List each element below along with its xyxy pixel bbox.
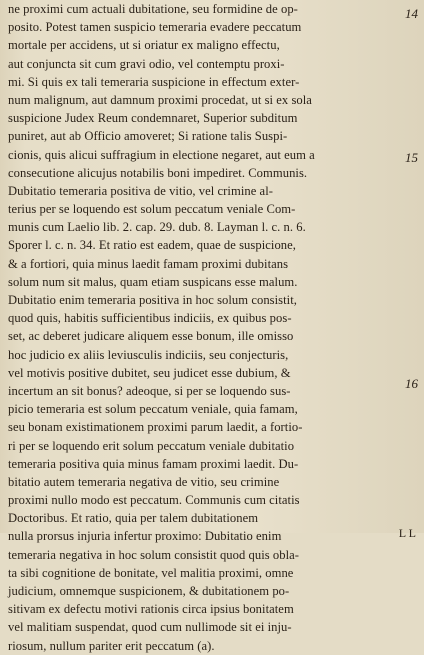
margin-number: 15 <box>405 150 418 165</box>
text-line: temeraria positiva quia minus famam proximi laedit. Du- <box>8 456 299 471</box>
text-line: terius per se loquendo est solum peccatum veniale Com- <box>8 202 296 217</box>
text-line: bitatio autem temeraria negativa de vitio, seu crimine <box>8 474 280 489</box>
text-line: sitivam ex defectu motivi rationis circa ipsius bonitatem <box>8 602 294 617</box>
text-line: incertum an sit bonus? adeoque, si per se loquendo sus- <box>8 383 291 398</box>
text-line: solum num sit malus, quam etiam suspicans esse malum. <box>8 274 298 289</box>
text-line: suspicione Judex Reum condemnaret, Superior subditum <box>8 111 298 126</box>
text-line: munis cum Laelio lib. 2. cap. 29. dub. 8. Layman l. c. n. 6. <box>8 220 306 235</box>
catchword-fragment: L L <box>398 526 416 540</box>
text-line: consecutione alicujus notabilis boni impediret. Communis. <box>8 165 308 180</box>
text-line: Sporer l. c. n. 34. Et ratio est eadem, quae de suspicione, <box>8 238 296 253</box>
text-line: Dubitatio enim temeraria positiva in hoc solum consistit, <box>8 293 297 307</box>
text-line: ri per se loquendo erit solum peccatum veniale dubitatio <box>8 438 295 453</box>
text-line: proximi nullo modo est peccatum. Communis cum citatis <box>8 493 300 508</box>
text-line: Doctoribus. Et ratio, quia per talem dubitationem <box>8 511 259 526</box>
text-line: puniret, aut ab Officio amoveret; Si ratione talis Suspi- <box>8 129 288 144</box>
text-line: seu bonam existimationem proximi parum laedit, a fortio- <box>8 420 303 435</box>
text-line: judicium, omnemque suspicionem, & dubitationem po- <box>8 584 290 598</box>
text-line: vel motivis positive dubitet, seu judicet esse dubium, & <box>8 365 291 380</box>
text-line: mortale per accidens, ut si oriatur ex maligno effectu, <box>8 38 280 53</box>
text-line: picio temeraria est solum peccatum veniale, quia famam, <box>8 402 298 417</box>
text-line: temeraria negativa in hoc solum consistit quod quis obla- <box>8 547 300 562</box>
margin-number: 14 <box>405 6 418 21</box>
text-line: set, ac deberet judicare aliquem esse bonum, ille omisso <box>8 329 294 344</box>
text-line: Dubitatio temeraria positiva de vitio, vel crimine al- <box>8 183 273 198</box>
text-line: quod quis, habitis sufficientibus indiciis, ex quibus pos- <box>8 311 292 326</box>
text-line: ne proximi cum actuali dubitatione, seu formidine de op- <box>8 2 298 16</box>
body-text <box>8 0 390 655</box>
margin-number: 16 <box>405 376 418 391</box>
text-line: mi. Si quis ex tali temeraria suspicione in effectum exter- <box>8 74 300 89</box>
text-line: vel malitiam suspendat, quod cum nullimode sit ei inju- <box>8 620 292 635</box>
text-line: & a fortiori, quia minus laedit famam proximi dubitans <box>8 256 289 271</box>
text-line: cionis, quis alicui suffragium in electione negaret, aut eum a <box>8 147 315 162</box>
text-line: ta sibi cognitione de bonitate, vel malitia proximi, omne <box>8 565 294 580</box>
text-line: num malignum, aut damnum proximi procedat, ut si ex sola <box>8 92 312 107</box>
text-line: hoc judicio ex aliis leviusculis indiciis, seu conjecturis, <box>8 347 289 362</box>
text-line: nulla prorsus injuria infertur proximo: Dubitatio enim <box>8 529 282 544</box>
text-line: posito. Potest tamen suspicio temeraria evadere peccatum <box>8 20 302 35</box>
text-line: riosum, nullum pariter erit peccatum (a). <box>8 638 215 653</box>
text-line: aut conjuncta sit cum gravi odio, vel contemptu proxi- <box>8 56 285 71</box>
